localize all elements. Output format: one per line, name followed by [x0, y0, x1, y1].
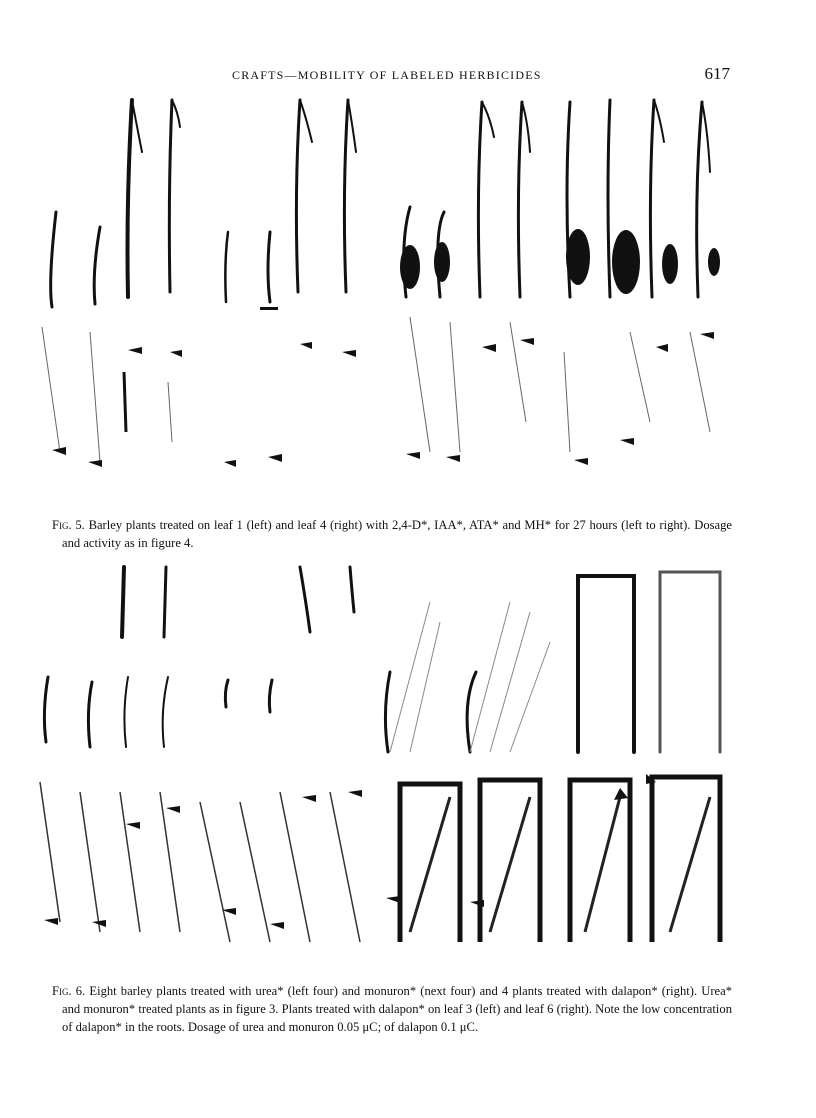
figure-6-label: Fig. 6. — [52, 984, 86, 998]
figure-5-label: Fig. 5. — [52, 518, 85, 532]
running-title: CRAFTS—MOBILITY OF LABELED HERBICIDES — [232, 68, 542, 82]
page-number: 617 — [704, 64, 730, 83]
figure-5-autoradiograph — [30, 92, 730, 472]
figure-6-caption — [52, 982, 732, 1036]
running-head — [40, 66, 730, 86]
figure-6-autoradiograph — [30, 562, 730, 962]
figure-6-caption-text: Eight barley plants treated with urea* (left four) and monuron* (next four) and 4 plants treated with dalapon* (right). Urea* and monuron* treated plants as in figure 3. Plants treated with dalapon* on leaf 3 (left) and leaf 6 (right). Note the low concentration of dalapon* in the roots. Dosage of urea and monuron 0.05 μC; of dalapon 0.1 μC. — [62, 984, 732, 1034]
figure-5-image — [30, 92, 730, 472]
figure-5-caption-text: Barley plants treated on leaf 1 (left) and leaf 4 (right) with 2,4-D*, IAA*, ATA* and MH* for 27 hours (left to right). Dosage and activity as in figure 4. — [62, 518, 733, 550]
figure-6-image — [30, 562, 730, 962]
figure-5-caption — [52, 516, 732, 552]
